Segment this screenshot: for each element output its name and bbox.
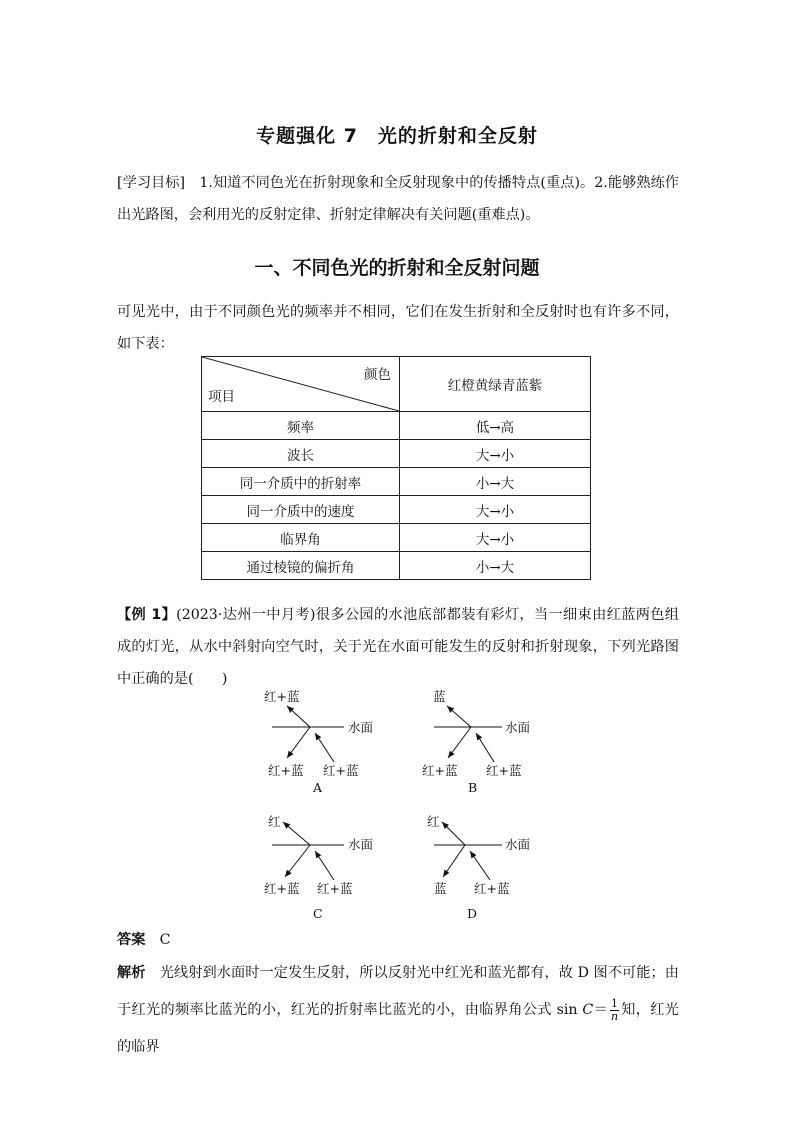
caption-d: D [467, 906, 478, 921]
analysis-label: 解析 [117, 965, 146, 981]
analysis-line2-after: 知，红光的临界 [117, 1002, 679, 1055]
row-trend: 大→小 [400, 496, 591, 524]
figure-a [264, 689, 373, 795]
row-trend: 大→小 [400, 440, 591, 468]
caption-a: A [313, 780, 323, 795]
label-lower-left: 蓝 [434, 881, 447, 896]
corner-label-color: 颜色 [364, 367, 391, 383]
fraction-denominator: n [610, 1009, 619, 1023]
label-upper: 红+蓝 [264, 689, 300, 704]
corner-label-item: 项目 [208, 389, 235, 405]
intro-paragraph: 可见光中，由于不同颜色光的频率并不相同，它们在发生折射和全反射时也有许多不同，如下表： [117, 304, 679, 352]
label-upper: 红 [427, 814, 440, 829]
label-lower-right: 红+蓝 [486, 763, 522, 778]
row-trend: 低→高 [400, 412, 591, 440]
figure-d [427, 814, 530, 921]
label-lower-left: 红+蓝 [422, 763, 458, 778]
row-item: 临界角 [202, 524, 400, 552]
figure-b [422, 689, 530, 795]
row-item: 通过棱镜的偏折角 [202, 552, 400, 580]
row-trend: 大→小 [400, 524, 591, 552]
answer-line [117, 925, 679, 955]
surface-label: 水面 [348, 837, 374, 852]
fraction-numerator: 1 [611, 996, 618, 1010]
objectives-label: [学习目标] [117, 175, 186, 191]
surface-label: 水面 [505, 720, 531, 735]
label-lower-right: 红+蓝 [317, 881, 353, 896]
label-lower-left: 红+蓝 [264, 881, 300, 896]
row-trend: 小→大 [400, 468, 591, 496]
row-item: 同一介质中的折射率 [202, 468, 400, 496]
surface-label: 水面 [348, 720, 374, 735]
example-text: (2023·达州一中月考)很多公园的水池底部都装有彩灯，当一细束由红蓝两色组成的灯光，从水中斜射向空气时，关于光在水面可能发生的反射和折射现象，下列光路图中正确的是( ) [117, 607, 679, 687]
surface-label: 水面 [505, 837, 531, 852]
answer-label: 答案 [117, 932, 146, 948]
analysis-line1: 光线射到水面时一定发生反射，所以反射光中红光和蓝光都有，故 D 图不可能；由于 [117, 965, 679, 1018]
objectives-text: 1.知道不同色光在折射现象和全反射现象中的传播特点(重点)。2.能够熟练作出光路图，会利用光的反射定律、折射定律解决有关问题(重难点)。 [117, 175, 679, 223]
label-lower-left: 红+蓝 [268, 763, 304, 778]
row-trend: 小→大 [400, 552, 591, 580]
section-title: 一、不同色光的折射和全反射问题 [254, 257, 540, 279]
page-title: 专题强化 7 光的折射和全反射 [256, 125, 538, 147]
analysis-line2-before: 红光的频率比蓝光的小，红光的折射率比蓝光的小，由临界角公式 sin [131, 1002, 583, 1018]
colors-header-cell: 红橙黄绿青蓝紫 [400, 357, 591, 412]
caption-c: C [313, 906, 323, 921]
label-upper: 蓝 [433, 689, 446, 704]
row-item: 波长 [202, 440, 400, 468]
analysis-var-c: C [582, 1002, 594, 1018]
critical-angle-fraction [610, 998, 619, 1023]
row-item: 频率 [202, 412, 400, 440]
analysis-paragraph [117, 955, 679, 1066]
analysis-eq: ＝ [593, 1002, 608, 1018]
answer-value: C [159, 932, 171, 948]
row-item: 同一介质中的速度 [202, 496, 400, 524]
label-lower-right: 红+蓝 [474, 881, 510, 896]
label-lower-right: 红+蓝 [323, 763, 359, 778]
caption-b: B [468, 780, 478, 795]
figure-c [264, 814, 373, 921]
example-label: 【例 1】 [117, 607, 177, 623]
label-upper: 红 [268, 814, 281, 829]
